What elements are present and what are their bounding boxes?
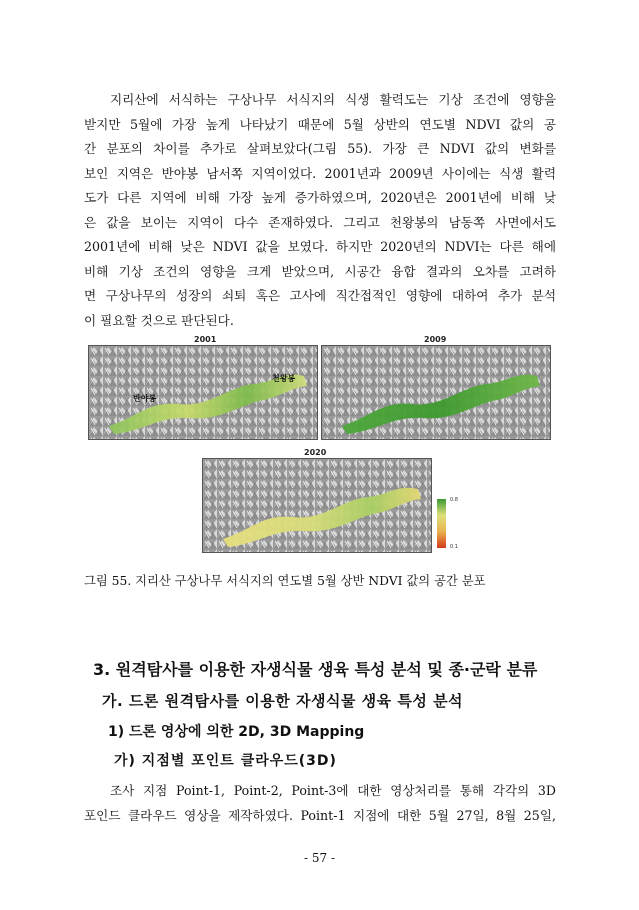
subsection-heading-ga: 가. 드론 원격탐사를 이용한 자생식물 생육 특성 분석 [102,692,464,710]
ndvi-color-legend [437,499,446,548]
place-label-banyabong: 반야봉 [133,394,157,403]
text-line: 조사 지점 Point-1, Point-2, Point-3에 대한 영상처리를 통해 각각의 3D [110,783,556,798]
text-line: 보인 지역은 반야봉 남서쪽 지역이었다. 2001년과 2009년 사이에는 식생 활력 [84,165,556,181]
body-paragraph-2 [84,779,556,828]
text-line: 받지만 5월에 가장 높게 나타났기 때문에 5월 상반의 연도별 NDVI 값의 공 [84,116,556,132]
page-number: - 57 - [303,851,335,865]
place-label-cheonwangbong: 천왕봉 [272,374,296,383]
text-line: 은 값을 보이는 지역이 다수 존재하였다. 그리고 천왕봉의 남동쪽 사면에서도 [84,214,556,230]
ndvi-map-2009-image [322,346,550,439]
ndvi-map-2001 [88,345,318,440]
ndvi-map-2020 [202,458,432,553]
legend-max-label: 0.8 [450,497,458,503]
text-line: 비해 기상 조건의 영향을 크게 받았으며, 시공간 융합 결과의 오차를 고려하 [84,263,556,279]
subsection-heading-ga-point-cloud: 가) 지점별 포인트 클라우드(3D) [114,753,337,769]
text-line: 지리산에 서식하는 구상나무 서식지의 식생 활력도는 기상 조건에 영향을 [110,92,556,107]
text-line: 2001년에 비해 낮은 NDVI 값을 보였다. 하지만 2020년의 NDVI는 다른 해에 [84,239,556,254]
map-year-label-2020: 2020 [304,448,327,457]
text-line: 도가 다른 지역에 비해 가장 높게 증가하였으며, 2020년은 2001년에 비해 낮 [84,190,556,205]
body-paragraph-1 [84,88,556,333]
text-line: 간 분포의 차이를 추가로 살펴보았다(그림 55). 가장 큰 NDVI 값의 변화를 [84,141,556,156]
section-heading-3: 3. 원격탐사를 이용한 자생식물 생육 특성 분석 및 종·군락 분류 [93,660,538,679]
map-year-label-2009: 2009 [424,335,447,344]
subsection-heading-1: 1) 드론 영상에 의한 2D, 3D Mapping [108,724,365,740]
text-line: 포인드 클라우드 영상을 제작하였다. Point-1 지점에 대한 5월 27일, 8월 25일, [84,807,556,823]
map-year-label-2001: 2001 [194,335,217,344]
legend-min-label: 0.1 [450,544,458,550]
ndvi-map-2001-image [89,346,317,439]
text-line: 이 필요할 것으로 판단된다. [84,312,234,328]
text-line: 면 구상나무의 성장의 쇠퇴 혹은 고사에 직간접적인 영향에 대하여 추가 분석 [84,288,556,303]
ndvi-map-2009 [321,345,551,440]
ndvi-map-2020-image [203,459,431,552]
figure-caption: 그림 55. 지리산 구상나무 서식지의 연도별 5월 상반 NDVI 값의 공간 분포 [84,574,486,588]
